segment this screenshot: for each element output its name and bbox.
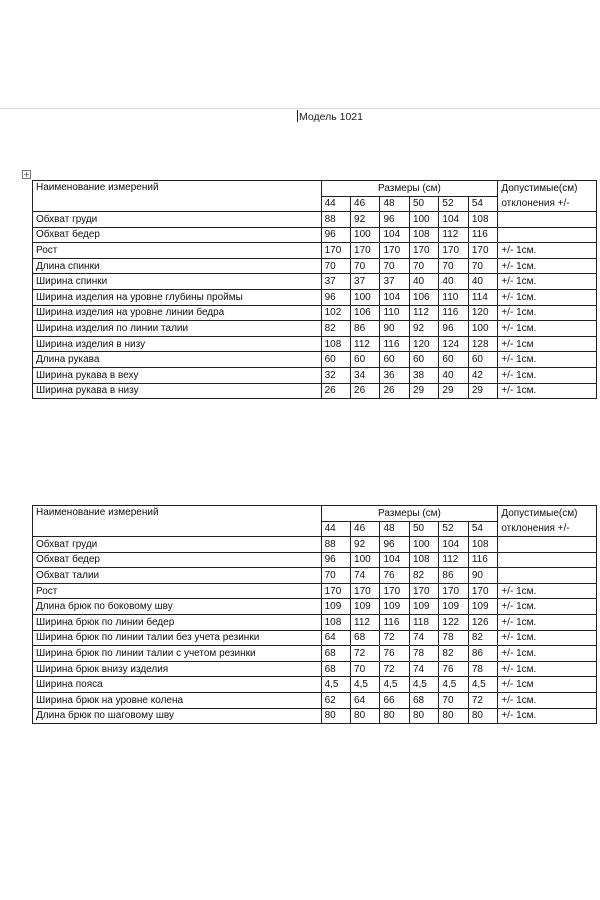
- size-value-cell: 40: [439, 274, 468, 290]
- size-value-cell: 70: [351, 661, 380, 677]
- size-value-cell: 92: [351, 212, 380, 228]
- size-value-cell: 26: [351, 383, 380, 399]
- size-value-cell: 37: [321, 274, 350, 290]
- size-value-cell: 170: [351, 583, 380, 599]
- size-value-cell: 74: [351, 568, 380, 584]
- table-row: [33, 305, 597, 321]
- table-row: [33, 568, 597, 584]
- size-value-cell: 92: [351, 537, 380, 553]
- table-row: [33, 630, 597, 646]
- tolerance-cell: +/- 1см.: [498, 708, 597, 724]
- tolerance-cell: [498, 212, 597, 228]
- size-value-cell: 104: [439, 537, 468, 553]
- table-row: [33, 321, 597, 337]
- size-value-cell: 64: [351, 692, 380, 708]
- tolerance-cell: +/- 1см.: [498, 305, 597, 321]
- size-value-cell: 40: [439, 367, 468, 383]
- measurement-name-cell: Ширина рукава в веху: [33, 367, 322, 383]
- measurement-name-cell: Длина брюк по шаговому шву: [33, 708, 322, 724]
- size-value-cell: 60: [351, 352, 380, 368]
- header-tolerance-line1: Допустимые(см): [501, 183, 578, 194]
- table-row: [33, 692, 597, 708]
- table-row: [33, 708, 597, 724]
- size-value-cell: 68: [351, 630, 380, 646]
- size-value-cell: 100: [468, 321, 498, 337]
- size-value-cell: 42: [468, 367, 498, 383]
- size-value-cell: 70: [409, 258, 438, 274]
- size-value-cell: 126: [468, 614, 498, 630]
- measurement-name-cell: Ширина брюк по линии талии без учета резинки: [33, 630, 322, 646]
- table-row: [33, 677, 597, 693]
- size-value-cell: 80: [351, 708, 380, 724]
- size-value-cell: 62: [321, 692, 350, 708]
- size-value-cell: 60: [380, 352, 409, 368]
- size-value-cell: 74: [409, 661, 438, 677]
- size-value-cell: 4,5: [409, 677, 438, 693]
- size-value-cell: 116: [468, 552, 498, 568]
- size-header-cell: 44: [321, 196, 350, 212]
- table-row: [33, 646, 597, 662]
- table-row: [33, 599, 597, 615]
- size-value-cell: 76: [380, 646, 409, 662]
- table-row: [33, 352, 597, 368]
- header-tolerance-line2: отклонения +/-: [501, 198, 570, 209]
- size-value-cell: 70: [468, 258, 498, 274]
- size-value-cell: 68: [321, 661, 350, 677]
- size-value-cell: 112: [351, 336, 380, 352]
- size-value-cell: 114: [468, 289, 498, 305]
- size-value-cell: 68: [409, 692, 438, 708]
- tolerance-cell: +/- 1см.: [498, 367, 597, 383]
- size-value-cell: 60: [321, 352, 350, 368]
- header-sizes: Размеры (см): [321, 506, 498, 522]
- size-value-cell: 170: [409, 583, 438, 599]
- size-header-cell: 50: [409, 521, 438, 537]
- text-cursor: [297, 110, 298, 122]
- size-value-cell: 29: [468, 383, 498, 399]
- measurement-name-cell: Обхват груди: [33, 212, 322, 228]
- header-measurement-name: Наименование измерений: [33, 506, 322, 537]
- tolerance-cell: +/- 1см.: [498, 352, 597, 368]
- size-value-cell: 108: [409, 227, 438, 243]
- page-header: [297, 110, 363, 123]
- table-row: [33, 583, 597, 599]
- tolerance-cell: +/- 1см.: [498, 274, 597, 290]
- size-value-cell: 40: [409, 274, 438, 290]
- size-header-cell: 44: [321, 521, 350, 537]
- table-row: [33, 383, 597, 399]
- table-row: [33, 537, 597, 553]
- tolerance-cell: +/- 1см.: [498, 321, 597, 337]
- size-value-cell: 100: [409, 537, 438, 553]
- size-value-cell: 109: [321, 599, 350, 615]
- size-value-cell: 109: [439, 599, 468, 615]
- measurement-name-cell: Ширина брюк на уровне колена: [33, 692, 322, 708]
- size-value-cell: 109: [351, 599, 380, 615]
- size-value-cell: 112: [439, 227, 468, 243]
- tolerance-cell: +/- 1см.: [498, 243, 597, 259]
- size-value-cell: 34: [351, 367, 380, 383]
- table-row: [33, 227, 597, 243]
- size-value-cell: 60: [409, 352, 438, 368]
- size-header-cell: 48: [380, 521, 409, 537]
- size-header-cell: 46: [351, 196, 380, 212]
- size-value-cell: 70: [321, 258, 350, 274]
- size-value-cell: 72: [380, 661, 409, 677]
- tolerance-cell: [498, 552, 597, 568]
- tolerance-cell: [498, 568, 597, 584]
- size-value-cell: 88: [321, 537, 350, 553]
- size-value-cell: 128: [468, 336, 498, 352]
- measurement-name-cell: Ширина брюк внизу изделия: [33, 661, 322, 677]
- size-value-cell: 109: [409, 599, 438, 615]
- size-value-cell: 116: [380, 336, 409, 352]
- measurement-name-cell: Ширина брюк по линии бедер: [33, 614, 322, 630]
- table-row: [33, 336, 597, 352]
- model-title: Модель 1021: [299, 111, 363, 123]
- table-row: [33, 258, 597, 274]
- size-value-cell: 60: [439, 352, 468, 368]
- size-value-cell: 78: [439, 630, 468, 646]
- size-value-cell: 70: [439, 258, 468, 274]
- size-value-cell: 116: [380, 614, 409, 630]
- size-value-cell: 78: [409, 646, 438, 662]
- measurement-name-cell: Ширина изделия на уровне линии бедра: [33, 305, 322, 321]
- tolerance-cell: [498, 227, 597, 243]
- size-value-cell: 4,5: [380, 677, 409, 693]
- size-value-cell: 88: [321, 212, 350, 228]
- size-value-cell: 96: [321, 552, 350, 568]
- size-value-cell: 4,5: [468, 677, 498, 693]
- header-sizes: Размеры (см): [321, 181, 498, 197]
- tolerance-cell: +/- 1см.: [498, 646, 597, 662]
- size-value-cell: 82: [439, 646, 468, 662]
- size-header-cell: 54: [468, 196, 498, 212]
- size-value-cell: 4,5: [439, 677, 468, 693]
- size-value-cell: 120: [468, 305, 498, 321]
- size-value-cell: 170: [468, 583, 498, 599]
- header-tolerance-line1: Допустимые(см): [501, 508, 578, 519]
- size-value-cell: 108: [409, 552, 438, 568]
- size-value-cell: 170: [321, 243, 350, 259]
- size-value-cell: 82: [468, 630, 498, 646]
- table-row: [33, 274, 597, 290]
- header-measurement-name: Наименование измерений: [33, 181, 322, 212]
- header-tolerance-line2: отклонения +/-: [501, 523, 570, 534]
- tolerance-cell: +/- 1см.: [498, 383, 597, 399]
- tolerance-cell: +/- 1см.: [498, 661, 597, 677]
- size-value-cell: 82: [409, 568, 438, 584]
- header-row: [33, 506, 597, 522]
- size-value-cell: 170: [321, 583, 350, 599]
- tolerance-cell: +/- 1см: [498, 677, 597, 693]
- measurement-name-cell: Обхват груди: [33, 537, 322, 553]
- size-value-cell: 72: [380, 630, 409, 646]
- size-value-cell: 90: [380, 321, 409, 337]
- measurement-name-cell: Ширина спинки: [33, 274, 322, 290]
- measurement-name-cell: Обхват талии: [33, 568, 322, 584]
- size-value-cell: 170: [351, 243, 380, 259]
- size-value-cell: 66: [380, 692, 409, 708]
- size-value-cell: 120: [409, 336, 438, 352]
- size-value-cell: 100: [351, 289, 380, 305]
- table-row: [33, 614, 597, 630]
- size-value-cell: 112: [409, 305, 438, 321]
- tolerance-cell: +/- 1см.: [498, 630, 597, 646]
- size-value-cell: 100: [351, 552, 380, 568]
- size-header-cell: 52: [439, 196, 468, 212]
- size-value-cell: 90: [468, 568, 498, 584]
- size-value-cell: 78: [468, 661, 498, 677]
- size-value-cell: 108: [468, 212, 498, 228]
- size-value-cell: 170: [409, 243, 438, 259]
- table-move-handle-icon[interactable]: +: [23, 170, 30, 179]
- size-value-cell: 70: [439, 692, 468, 708]
- measurement-name-cell: Ширина брюк по линии талии с учетом резинки: [33, 646, 322, 662]
- size-value-cell: 170: [468, 243, 498, 259]
- size-header-cell: 48: [380, 196, 409, 212]
- size-value-cell: 112: [351, 614, 380, 630]
- size-value-cell: 122: [439, 614, 468, 630]
- measurement-name-cell: Ширина рукава в низу: [33, 383, 322, 399]
- tolerance-cell: +/- 1см.: [498, 692, 597, 708]
- measurement-name-cell: Длина брюк по боковому шву: [33, 599, 322, 615]
- size-value-cell: 96: [439, 321, 468, 337]
- size-value-cell: 108: [321, 336, 350, 352]
- size-table-bottom: [32, 505, 597, 724]
- size-value-cell: 70: [321, 568, 350, 584]
- size-value-cell: 86: [468, 646, 498, 662]
- size-value-cell: 76: [380, 568, 409, 584]
- size-value-cell: 92: [409, 321, 438, 337]
- size-value-cell: 108: [468, 537, 498, 553]
- size-value-cell: 170: [439, 243, 468, 259]
- table-row: [33, 661, 597, 677]
- size-value-cell: 4,5: [321, 677, 350, 693]
- size-value-cell: 68: [321, 646, 350, 662]
- measurement-name-cell: Длина рукава: [33, 352, 322, 368]
- size-header-cell: 54: [468, 521, 498, 537]
- table-row: [33, 243, 597, 259]
- size-header-cell: 50: [409, 196, 438, 212]
- size-header-cell: 52: [439, 521, 468, 537]
- table-row: [33, 552, 597, 568]
- size-value-cell: 72: [468, 692, 498, 708]
- size-value-cell: 74: [409, 630, 438, 646]
- measurement-name-cell: Обхват бедер: [33, 227, 322, 243]
- size-value-cell: 104: [380, 227, 409, 243]
- size-value-cell: 106: [351, 305, 380, 321]
- table-row: [33, 289, 597, 305]
- header-tolerance: [498, 181, 597, 212]
- size-value-cell: 29: [409, 383, 438, 399]
- size-header-cell: 46: [351, 521, 380, 537]
- size-value-cell: 96: [321, 227, 350, 243]
- tolerance-cell: +/- 1см.: [498, 258, 597, 274]
- size-value-cell: 37: [380, 274, 409, 290]
- size-value-cell: 36: [380, 367, 409, 383]
- tolerance-cell: +/- 1см.: [498, 583, 597, 599]
- size-value-cell: 82: [321, 321, 350, 337]
- tolerance-cell: +/- 1см.: [498, 599, 597, 615]
- size-value-cell: 110: [380, 305, 409, 321]
- size-value-cell: 116: [439, 305, 468, 321]
- size-value-cell: 124: [439, 336, 468, 352]
- size-value-cell: 109: [468, 599, 498, 615]
- measurement-name-cell: Длина спинки: [33, 258, 322, 274]
- size-value-cell: 170: [380, 583, 409, 599]
- size-value-cell: 80: [409, 708, 438, 724]
- size-value-cell: 102: [321, 305, 350, 321]
- size-value-cell: 70: [351, 258, 380, 274]
- size-value-cell: 86: [439, 568, 468, 584]
- size-value-cell: 106: [409, 289, 438, 305]
- measurement-name-cell: Обхват бедер: [33, 552, 322, 568]
- size-value-cell: 80: [439, 708, 468, 724]
- size-value-cell: 104: [439, 212, 468, 228]
- measurement-name-cell: Рост: [33, 583, 322, 599]
- size-value-cell: 96: [380, 537, 409, 553]
- size-value-cell: 29: [439, 383, 468, 399]
- header-tolerance: [498, 506, 597, 537]
- size-value-cell: 86: [351, 321, 380, 337]
- size-value-cell: 116: [468, 227, 498, 243]
- measurement-name-cell: Ширина пояса: [33, 677, 322, 693]
- size-value-cell: 170: [439, 583, 468, 599]
- tolerance-cell: +/- 1см: [498, 336, 597, 352]
- measurement-name-cell: Рост: [33, 243, 322, 259]
- size-value-cell: 110: [439, 289, 468, 305]
- size-value-cell: 76: [439, 661, 468, 677]
- header-row: [33, 181, 597, 197]
- size-value-cell: 108: [321, 614, 350, 630]
- table-row: [33, 367, 597, 383]
- size-value-cell: 38: [409, 367, 438, 383]
- size-value-cell: 112: [439, 552, 468, 568]
- size-value-cell: 80: [321, 708, 350, 724]
- size-value-cell: 104: [380, 552, 409, 568]
- table-row: [33, 212, 597, 228]
- size-value-cell: 100: [409, 212, 438, 228]
- measurement-name-cell: Ширина изделия в низу: [33, 336, 322, 352]
- size-value-cell: 118: [409, 614, 438, 630]
- size-value-cell: 4,5: [351, 677, 380, 693]
- tolerance-cell: [498, 537, 597, 553]
- size-table-top: [32, 180, 597, 399]
- size-value-cell: 72: [351, 646, 380, 662]
- size-value-cell: 60: [468, 352, 498, 368]
- size-value-cell: 104: [380, 289, 409, 305]
- size-value-cell: 96: [380, 212, 409, 228]
- size-value-cell: 26: [380, 383, 409, 399]
- size-value-cell: 40: [468, 274, 498, 290]
- size-value-cell: 80: [468, 708, 498, 724]
- size-value-cell: 109: [380, 599, 409, 615]
- size-value-cell: 80: [380, 708, 409, 724]
- size-value-cell: 32: [321, 367, 350, 383]
- page-top-divider: [0, 108, 600, 109]
- size-value-cell: 37: [351, 274, 380, 290]
- tolerance-cell: +/- 1см.: [498, 614, 597, 630]
- size-value-cell: 170: [380, 243, 409, 259]
- tolerance-cell: +/- 1см.: [498, 289, 597, 305]
- measurement-name-cell: Ширина изделия по линии талии: [33, 321, 322, 337]
- size-value-cell: 64: [321, 630, 350, 646]
- size-value-cell: 70: [380, 258, 409, 274]
- size-value-cell: 96: [321, 289, 350, 305]
- measurement-name-cell: Ширина изделия на уровне глубины проймы: [33, 289, 322, 305]
- size-value-cell: 100: [351, 227, 380, 243]
- size-value-cell: 26: [321, 383, 350, 399]
